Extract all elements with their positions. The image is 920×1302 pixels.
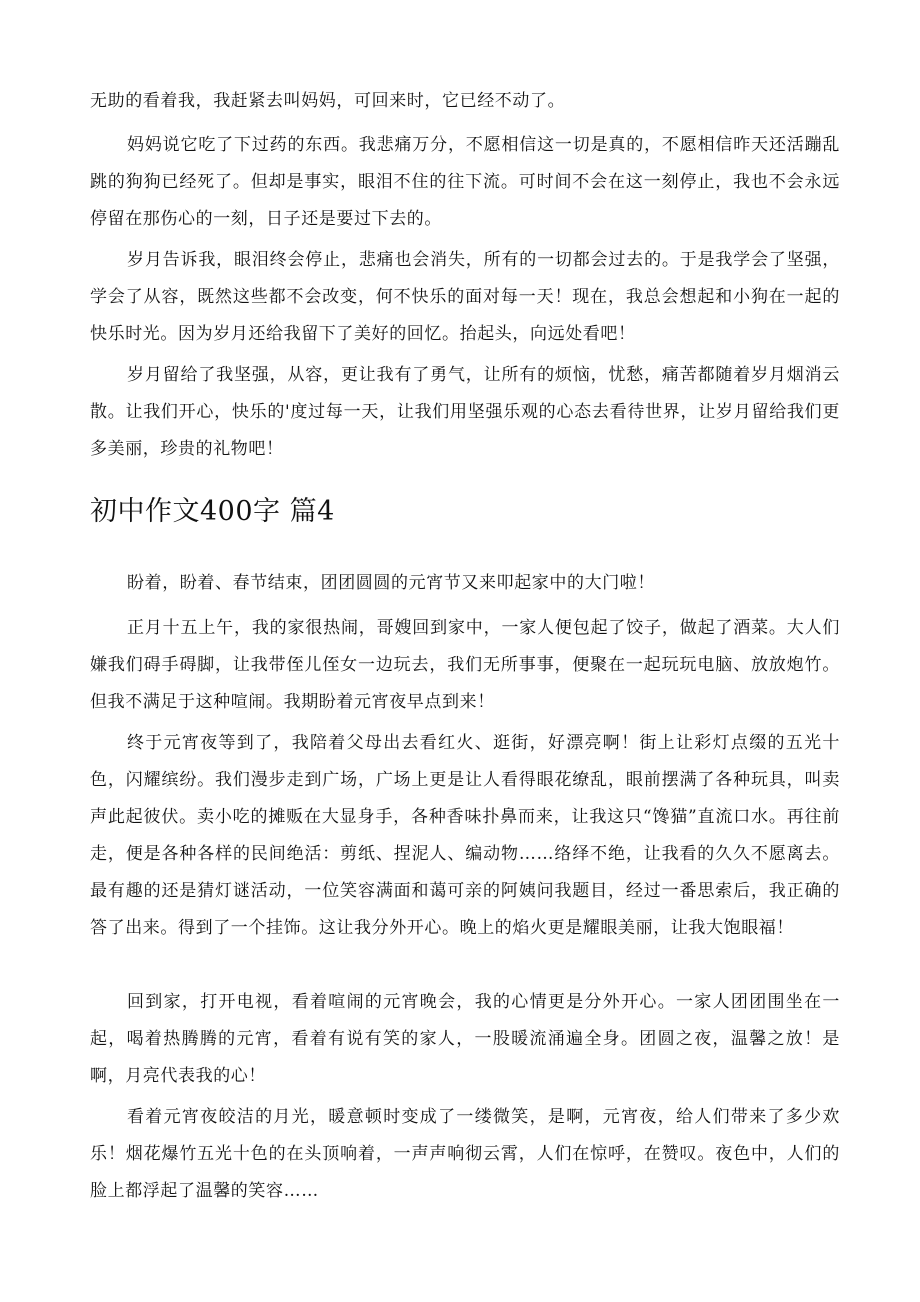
paragraph: 回到家，打开电视，看着喧闹的元宵晚会，我的心情更是分外开心。一家人团团围坐在一起，喝着热腾腾的元宵，看着有说有笑的家人，一股暖流涌遍全身。团圆之夜，温馨之放！是啊，月亮代表我的心！ — [90, 992, 840, 1086]
paragraph: 妈妈说它吃了下过药的东西。我悲痛万分，不愿相信这一切是真的，不愿相信昨天还活蹦乱跳的狗狗已经死了。但却是事实，眼泪不住的往下流。可时间不会在这一刻停止，我也不会永远停留在那伤心的一刻，日子还是要过下去的。 — [90, 135, 840, 229]
paragraph: 岁月留给了我坚强，从容，更让我有了勇气，让所有的烦恼，忧愁，痛苦都随着岁月烟消云散。让我们开心，快乐的'度过每一天，让我们用坚强乐观的心态去看待世界，让岁月留给我们更多美丽，珍贵的礼物吧！ — [90, 365, 840, 459]
paragraph: 盼着，盼着、春节结束，团团圆圆的元宵节又来叩起家中的大门啦！ — [127, 573, 655, 593]
paragraph: 正月十五上午，我的家很热闹，哥嫂回到家中，一家人便包起了饺子，做起了酒菜。大人们嫌我们碍手碍脚，让我带侄儿侄女一边玩去，我们无所事事，便聚在一起玩玩电脑、放放炮竹。但我不满足于这种喧闹。我期盼着元宵夜早点到来！ — [90, 618, 840, 712]
paragraph: 终于元宵夜等到了，我陪着父母出去看红火、逛街，好漂亮啊！街上让彩灯点缀的五光十色，闪耀缤纷。我们漫步走到广场，广场上更是让人看得眼花缭乱，眼前摆满了各种玩具，叫卖声此起彼伏。卖小吃的摊贩在大显身手，各种香味扑鼻而来，让我这只“馋猫”直流口水。再往前走，便是各种各样的民间绝活：剪纸、捏泥人、编动物……络绎不绝，让我看的久久不愿离去。最有趣的还是猜灯谜活动，一位笑容满面和蔼可亲的阿姨问我题目，经过一番思索后，我正确的答了出来。得到了一个挂饰。这让我分外开心。晚上的焰火更是耀眼美丽，让我大饱眼福！ — [90, 733, 840, 938]
paragraph: 岁月告诉我，眼泪终会停止，悲痛也会消失，所有的一切都会过去的。于是我学会了坚强，学会了从容，既然这些都不会改变，何不快乐的面对每一天！现在，我总会想起和小狗在一起的快乐时光。因为岁月还给我留下了美好的回忆。抬起头，向远处看吧！ — [90, 250, 840, 344]
paragraph: 无助的看着我，我赶紧去叫妈妈，可回来时，它已经不动了。 — [90, 91, 566, 111]
paragraph: 看着元宵夜皎洁的月光，暖意顿时变成了一缕微笑，是啊，元宵夜，给人们带来了多少欢乐！烟花爆竹五光十色的在头顶响着，一声声响彻云霄，人们在惊呼，在赞叹。夜色中，人们的脸上都浮起了温馨的笑容…… — [90, 1107, 840, 1201]
section-title: 初中作文400字 篇4 — [90, 496, 335, 527]
